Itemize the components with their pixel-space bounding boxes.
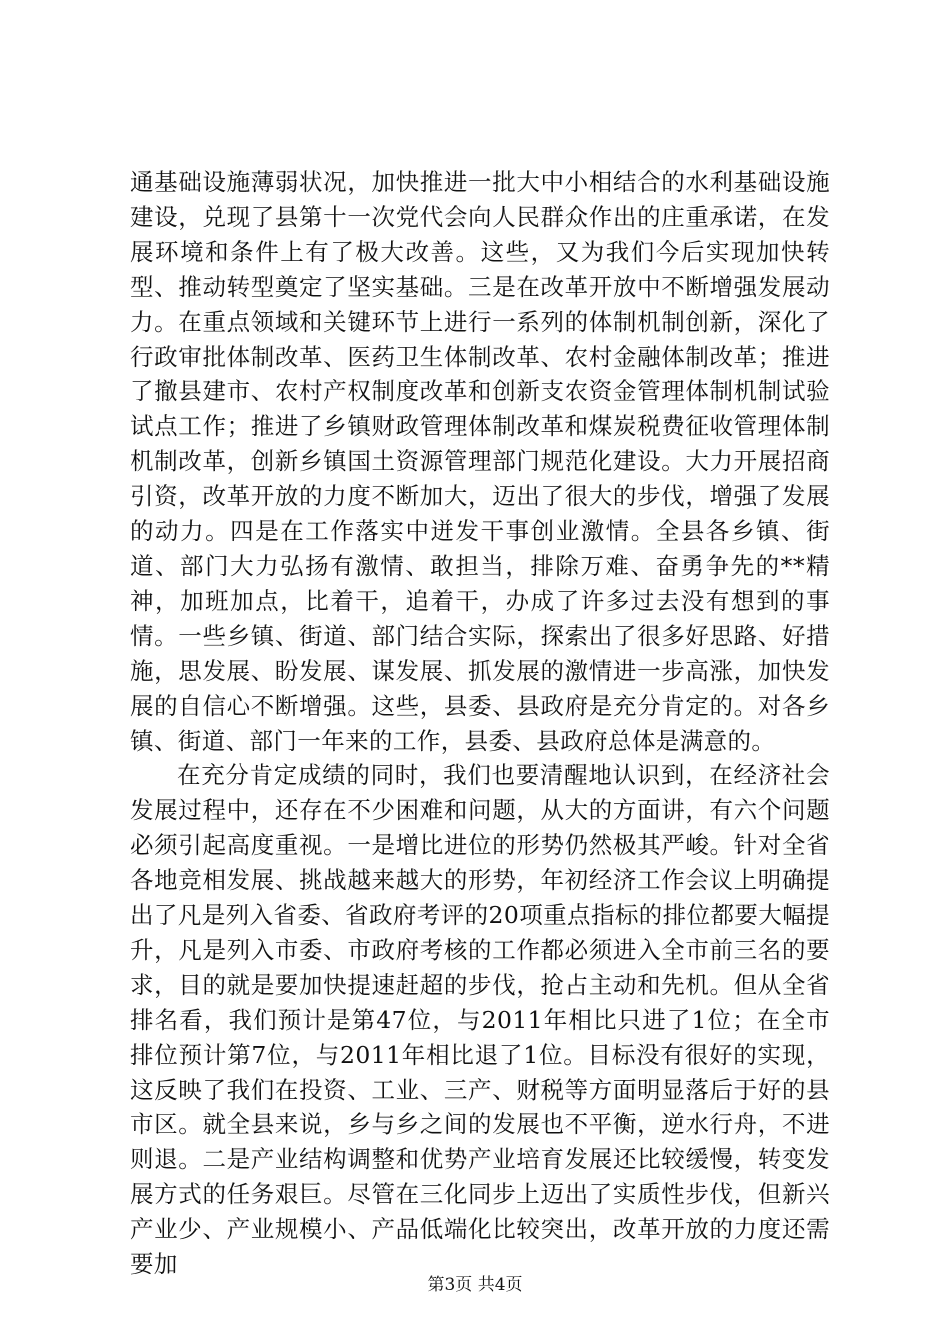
paragraph-1: 通基础设施薄弱状况，加快推进一批大中小相结合的水利基础设施建设，兑现了县第十一次党代会向人民群众作出的庄重承诺，在发展环境和条件上有了极大改善。这些，又为我们今后实现加快转型、推动转型奠定了坚实基础。三是在改革开放中不断增强发展动力。在重点领域和关键环节上进行一系列的体制机制创新，深化了行政审批体制改革、医药卫生体制改革、农村金融体制改革；推进了撤县建市、农村产权制度改革和创新支农资金管理体制机制试验试点工作；推进了乡镇财政管理体制改革和煤炭税费征收管理体制机制改革，创新乡镇国土资源管理部门规范化建设。大力开展招商引资，改革开放的力度不断加大，迈出了很大的步伐，增强了发展的动力。四是在工作落实中迸发干事创业激情。全县各乡镇、街道、部门大力弘扬有激情、敢担当，排除万难、奋勇争先的**精神，加班加点，比着干，追着干，办成了许多过去没有想到的事情。一些乡镇、街道、部门结合实际，探索出了很多好思路、好措施，思发展、盼发展、谋发展、抓发展的激情进一步高涨，加快发展的自信心不断增强。这些，县委、县政府是充分肯定的。对各乡镇、街道、部门一年来的工作，县委、县政府总体是满意的。 bbox=[130, 168, 830, 755]
paragraph-2: 在充分肯定成绩的同时，我们也要清醒地认识到，在经济社会发展过程中，还存在不少困难和问题，从大的方面讲，有六个问题必须引起高度重视。一是增比进位的形势仍然极其严峻。针对全省各地竞相发展、挑战越来越大的形势，年初经济工作会议上明确提出了凡是列入省委、省政府考评的20项重点指标的排位都要大幅提升，凡是列入市委、市政府考核的工作都必须进入全市前三名的要求，目的就是要加快提速赶超的步伐，抢占主动和先机。但从全省排名看，我们预计是第47位，与2011年相比只进了1位；在全市排位预计第7位，与2011年相比退了1位。目标没有很好的实现，这反映了我们在投资、工业、三产、财税等方面明显落后于好的县市区。就全县来说，乡与乡之间的发展也不平衡，逆水行舟，不进则退。二是产业结构调整和优势产业培育发展还比较缓慢，转变发展方式的任务艰巨。尽管在三化同步上迈出了实质性步伐，但新兴产业少、产业规模小、产品低端化比较突出，改革开放的力度还需要加 bbox=[130, 761, 830, 1279]
body-text bbox=[130, 165, 830, 1282]
page-footer: 第3页 共4页 bbox=[427, 1275, 523, 1295]
